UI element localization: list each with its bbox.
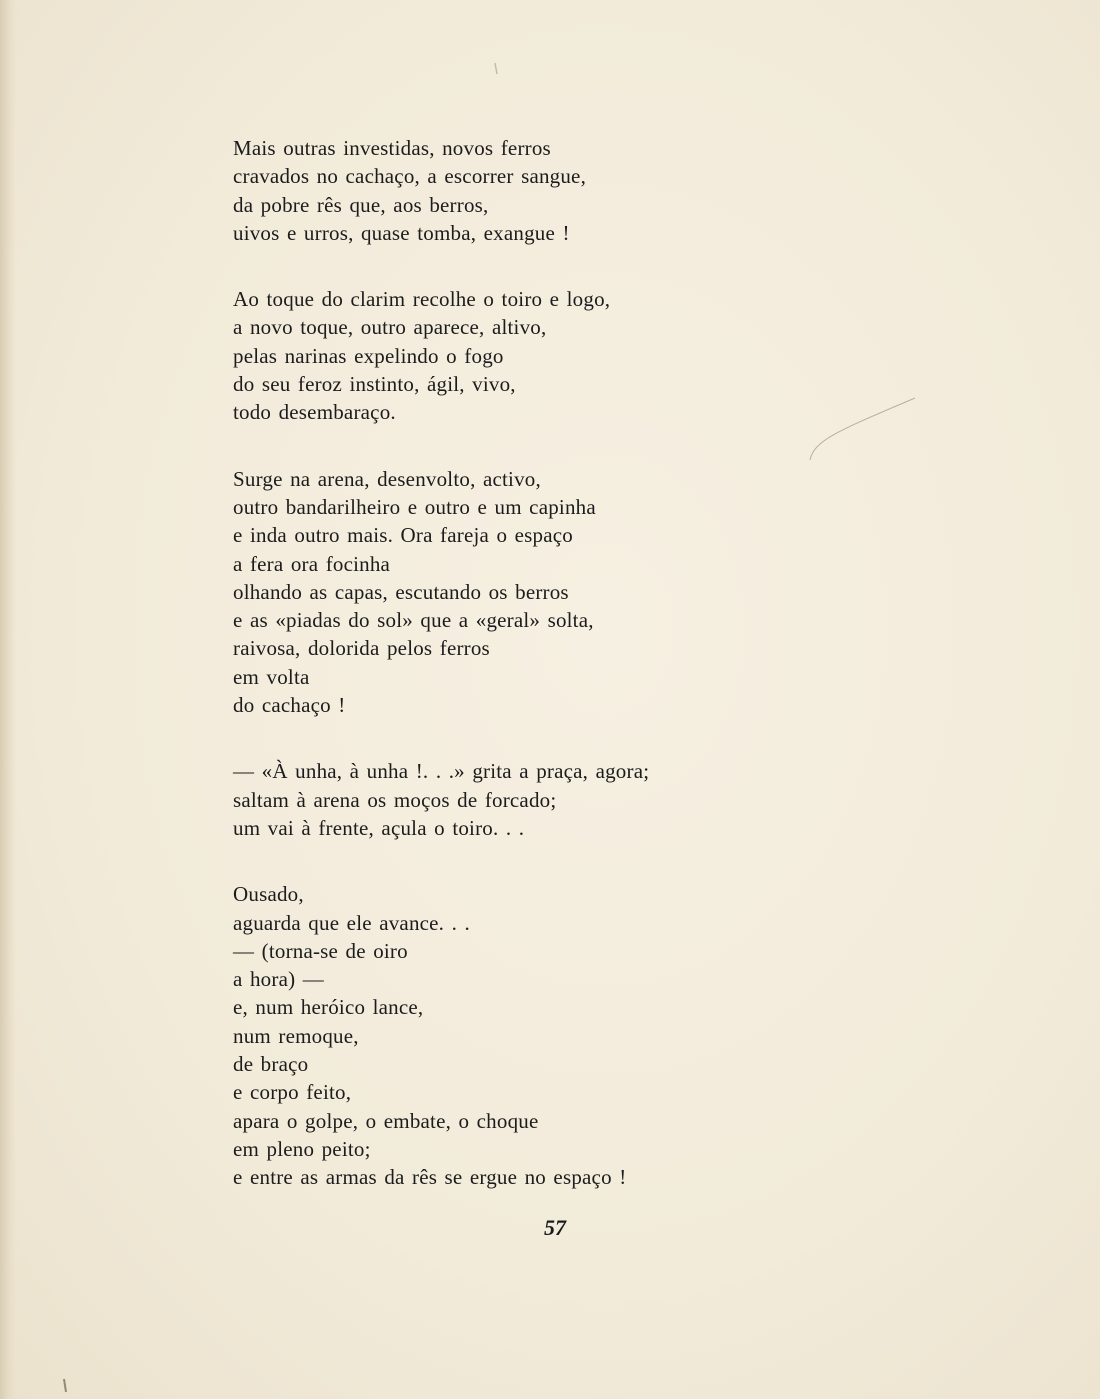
paper-edge-mark — [60, 1378, 70, 1394]
poem-line: pelas narinas expelindo o fogo — [233, 343, 504, 368]
poem-line: — «À unha, à unha !. . .» grita a praça, agora; — [233, 759, 650, 784]
poem-line: a hora) — — [233, 967, 324, 992]
poem-line: num remoque, — [233, 1023, 359, 1048]
poem-line: — (torna-se de oiro — [233, 938, 408, 963]
poem-line: e inda outro mais. Ora fareja o espaço — [233, 523, 573, 548]
paper-speck-mark — [492, 62, 500, 76]
poem-line: em volta — [233, 664, 310, 689]
poem-line: raivosa, dolorida pelos ferros — [233, 636, 490, 661]
poem-line: e as «piadas do sol» que a «geral» solta, — [233, 608, 594, 633]
poem-line: saltam à arena os moços de forcado; — [233, 787, 557, 812]
poem-line: outro bandarilheiro e outro e um capinha — [233, 494, 596, 519]
poem-line: aguarda que ele avance. . . — [233, 910, 470, 935]
poem-line: cravados no cachaço, a escorrer sangue, — [233, 164, 587, 189]
stanza-4 — [233, 757, 1033, 842]
poem-line: e entre as armas da rês se ergue no espaço ! — [233, 1165, 627, 1190]
page-number: 57 — [544, 1215, 566, 1240]
poem-line: Ousado, — [233, 882, 304, 907]
poem-line: e, num heróico lance, — [233, 995, 424, 1020]
page-edge-shadow — [0, 0, 16, 1399]
poem-line: todo desembaraço. — [233, 400, 396, 425]
stanza-2 — [233, 285, 1033, 426]
poem-line: Ao toque do clarim recolhe o toiro e logo, — [233, 287, 611, 312]
stanza-3 — [233, 465, 1033, 720]
poem-text — [233, 134, 1033, 1192]
poem-line: a novo toque, outro aparece, altivo, — [233, 315, 547, 340]
stanza-1 — [233, 134, 1033, 247]
poem-line: Surge na arena, desenvolto, activo, — [233, 466, 541, 491]
poem-line: do cachaço ! — [233, 693, 346, 718]
poem-line: um vai à frente, açula o toiro. . . — [233, 815, 525, 840]
poem-line: da pobre rês que, aos berros, — [233, 192, 489, 217]
poem-line: de braço — [233, 1052, 309, 1077]
poem-line: olhando as capas, escutando os berros — [233, 579, 569, 604]
poem-line: do seu feroz instinto, ágil, vivo, — [233, 372, 516, 397]
poem-line: em pleno peito; — [233, 1136, 371, 1161]
stanza-5 — [233, 880, 1033, 1191]
poem-line: a fera ora focinha — [233, 551, 391, 576]
poem-line: e corpo feito, — [233, 1080, 352, 1105]
poem-line: uivos e urros, quase tomba, exangue ! — [233, 220, 570, 245]
poem-line: apara o golpe, o embate, o choque — [233, 1108, 539, 1133]
poem-line: Mais outras investidas, novos ferros — [233, 136, 551, 160]
